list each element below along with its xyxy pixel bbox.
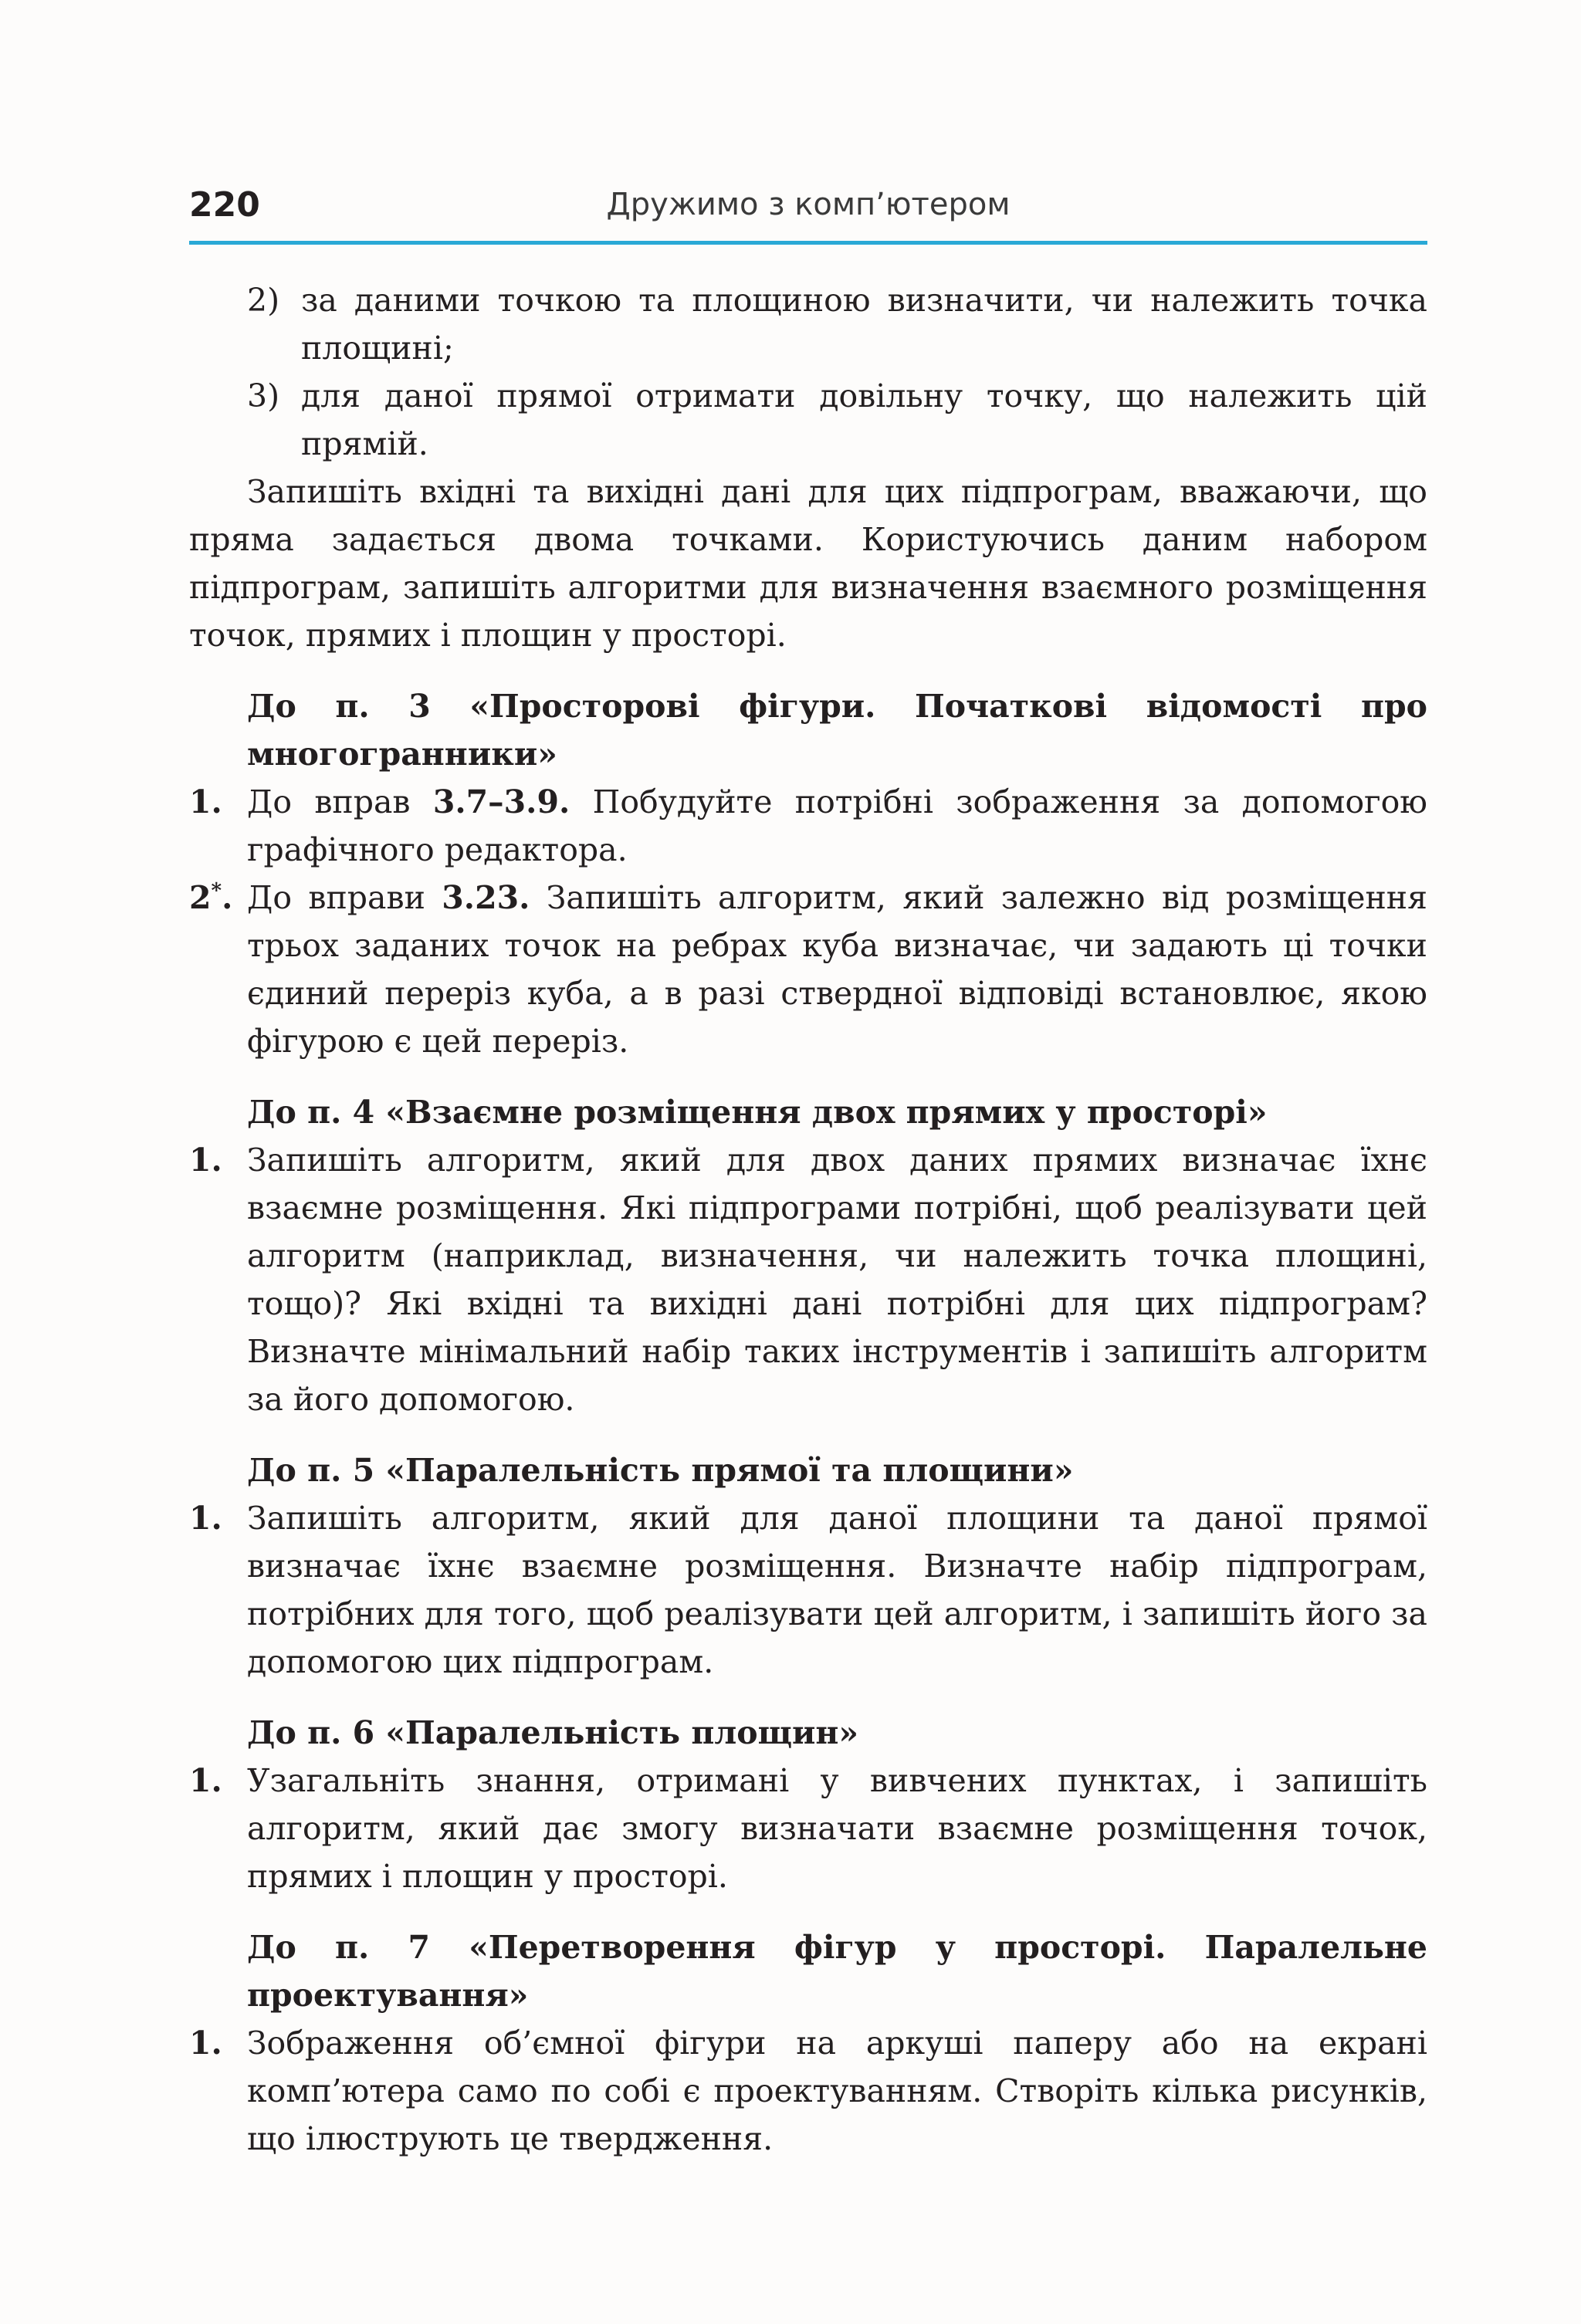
item-text: Запишіть алгоритм, який для двох даних прямих визначає їхнє взаємне розміщення. Які підпрограми потрібні, щоб реалізувати цей алгоритм (наприклад, визначення, чи належить точка площині, тощо)? Які вхідні та вихідні дані потрібні для цих підпрограм? Визначте мінімальний набір таких інструментів і запишіть алгоритм за його допомогою. [247,1142,1427,1418]
section-heading: До п. 6 «Паралельність площин» [247,1714,859,1751]
item-text-prefix: До вправи [247,879,442,916]
section-3 [189,682,1427,1065]
list-item [189,276,1427,372]
item-text: Узагальніть знання, отримані у вивчених пунктах, і запишіть алгоритм, який дає змогу визначати взаємне розміщення точок, прямих і площин у просторі. [247,1762,1427,1895]
section-heading: До п. 4 «Взаємне розміщення двох прямих у просторі» [247,1094,1268,1131]
section-4 [189,1088,1427,1423]
list-item [189,2019,1427,2163]
item-text: для даної прямої отримати довільну точку, що належить цій прямій. [301,377,1427,462]
page-content [189,276,1427,2186]
section-5 [189,1446,1427,1686]
running-title: Дружимо з комп’ютером [606,187,1011,222]
item-text: за даними точкою та площиною визначити, чи належить точка площині; [301,282,1427,367]
item-number: 2 [189,879,212,916]
page-header [189,182,1427,245]
item-text: Побудуйте потрібні зображення за допомогою графічного редактора. [247,783,1427,868]
item-dot: . [222,879,233,916]
item-marker: 1. [189,1762,222,1799]
item-marker: 1. [189,2025,222,2062]
section-7 [189,1923,1427,2163]
item-marker: 1. [189,1500,222,1537]
item-marker [189,874,232,922]
list-item [189,1494,1427,1686]
item-text-prefix: До вправ [247,783,433,820]
list-item [189,1757,1427,1900]
section-heading: До п. 5 «Паралельність прямої та площини» [247,1452,1074,1489]
list-item [189,874,1427,1065]
exercise-reference: 3.7–3.9. [432,783,570,820]
item-text: Запишіть алгоритм, який для даної площини та даної прямої визначає їхнє взаємне розміщення. Визначте набір підпрограм, потрібних для того, щоб реалізувати цей алгоритм, і запишіть його за допомогою цих підпрограм. [247,1500,1427,1680]
page-number: 220 [189,185,260,225]
item-marker: 1. [189,1142,222,1179]
list-item [189,1136,1427,1423]
intro-paragraph: Запишіть вхідні та вихідні дані для цих підпрограм, вважаючи, що пряма задається двома точками. Користуючись даним набором підпрограм, запишіть алгоритми для визначення взаємного розміщення точок, прямих і площин у просторі. [189,473,1427,654]
section-heading: До п. 3 «Просторові фігури. Початкові відомості про многогранники» [247,688,1427,773]
item-marker: 2) [247,282,280,319]
list-item [189,778,1427,874]
difficulty-star: * [211,879,222,903]
list-item [189,372,1427,468]
item-marker: 3) [247,377,280,414]
item-text: Запишіть алгоритм, який залежно від розміщення трьох заданих точок на ребрах куба визначає, чи задають ці точки єдиний переріз куба, а в разі ствердної відповіді встановлює, якою фігурою є цей переріз. [247,879,1427,1060]
intro-block [189,276,1427,659]
section-heading: До п. 7 «Перетворення фігур у просторі. Паралельне проектування» [247,1929,1427,2014]
section-6 [189,1709,1427,1900]
item-text: Зображення об’ємної фігури на аркуші паперу або на екрані комп’ютера само по собі є проектуванням. Створіть кілька рисунків, що ілюструють це твердження. [247,2025,1427,2157]
exercise-reference: 3.23. [442,879,530,916]
item-marker: 1. [189,783,222,820]
